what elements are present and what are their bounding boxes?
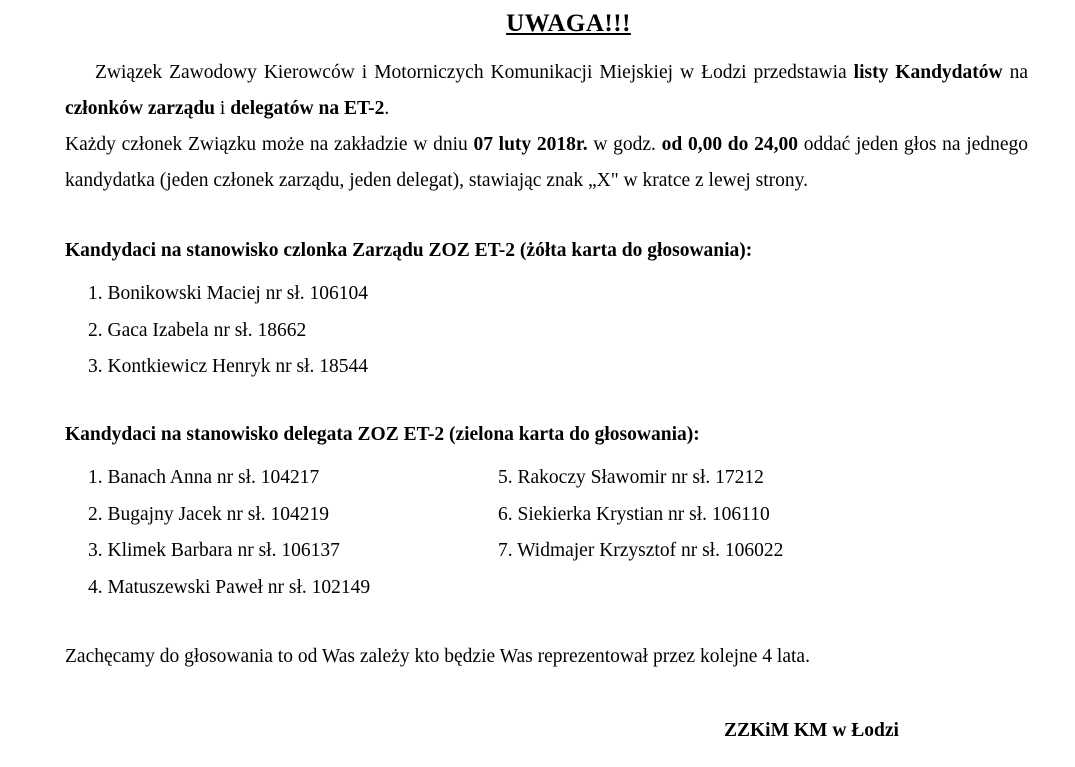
list-item: 3. Klimek Barbara nr sł. 106137 xyxy=(88,540,340,561)
list-item: 7. Widmajer Krzysztof nr sł. 106022 xyxy=(498,540,784,561)
delegate-candidates-heading: Kandydaci na stanowisko delegata ZOZ ET-2 (zielona karta do głosowania): xyxy=(65,424,700,445)
page-title: UWAGA!!! xyxy=(506,10,631,37)
intro-bold-delegates: delegatów na ET-2 xyxy=(230,98,385,119)
intro-paragraph-1 xyxy=(65,55,1028,127)
closing-text: Zachęcamy do głosowania to od Was zależy kto będzie Was reprezentował przez kolejne 4 lata. xyxy=(65,646,810,667)
delegate-candidates-list-left xyxy=(88,460,370,606)
list-item: 2. Bugajny Jacek nr sł. 104219 xyxy=(88,503,330,525)
list-item: 6. Siekierka Krystian nr sł. 106110 xyxy=(498,503,770,525)
voting-date: 07 luty 2018r. xyxy=(473,134,588,155)
intro-bold-candidate-lists: listy Kandydatów xyxy=(853,62,1003,83)
intro-text-segment: . xyxy=(384,98,390,119)
intro-text-segment: i xyxy=(215,98,231,119)
intro-text-segment: oddać jeden głos na jednego kandydatka (jeden członek zarządu, jeden delegat), stawiając znak „X" w kratce z lewej strony. xyxy=(65,134,1028,191)
list-item: 2. Gaca Izabela nr sł. 18662 xyxy=(88,319,307,341)
signature: ZZKiM KM w Łodzi xyxy=(724,720,899,741)
list-item: 5. Rakoczy Sławomir nr sł. 17212 xyxy=(498,467,764,488)
voting-hours: od 0,00 do 24,00 xyxy=(661,134,798,155)
list-item: 3. Kontkiewicz Henryk nr sł. 18544 xyxy=(88,356,368,377)
list-item: 1. Bonikowski Maciej nr sł. 106104 xyxy=(88,283,369,304)
intro-bold-board-members: członków zarządu xyxy=(65,98,216,119)
board-candidates-list xyxy=(88,276,368,386)
intro-text-segment: na xyxy=(1002,62,1028,83)
list-item: 1. Banach Anna nr sł. 104217 xyxy=(88,467,320,488)
board-candidates-heading: Kandydaci na stanowisko czlonka Zarządu ZOZ ET-2 (żółta karta do głosowania): xyxy=(65,240,753,261)
intro-paragraph-2 xyxy=(65,127,1028,199)
intro-text xyxy=(65,55,1028,199)
intro-text-segment: Każdy członek Związku może na zakładzie w dniu xyxy=(65,134,474,155)
list-item: 4. Matuszewski Paweł nr sł. 102149 xyxy=(88,576,371,598)
intro-text-segment: Związek Zawodowy Kierowców i Motorniczych Komunikacji Miejskiej w Łodzi przedstawia xyxy=(95,62,854,83)
intro-text-segment: w godz. xyxy=(587,134,662,155)
delegate-candidates-list-right xyxy=(498,460,783,570)
